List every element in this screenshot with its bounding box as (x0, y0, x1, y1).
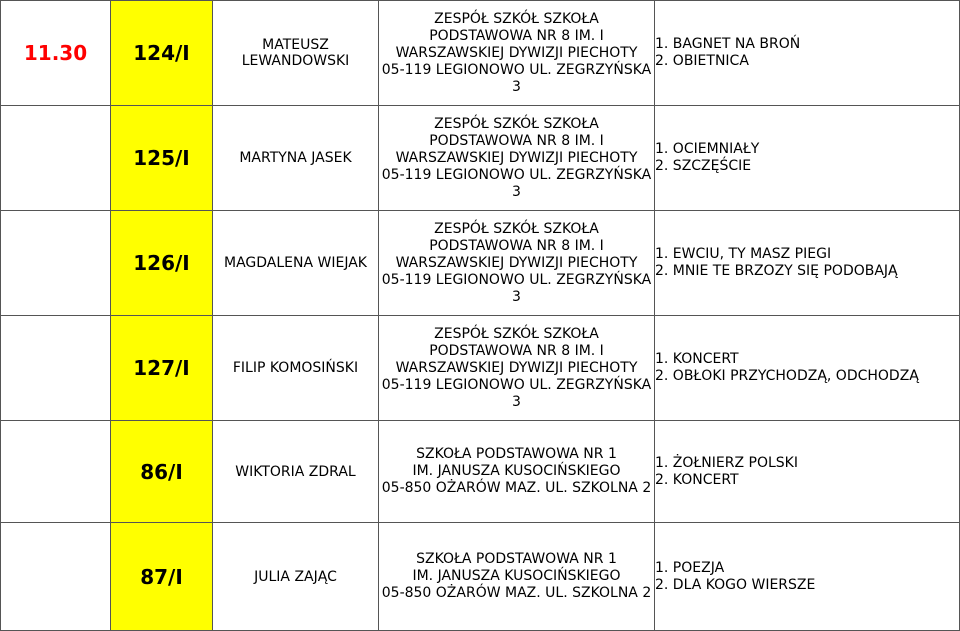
participant-name-cell (213, 1, 379, 106)
school-line: ZESPÓŁ SZKÓŁ SZKOŁA (434, 115, 599, 132)
repertoire (655, 316, 960, 421)
time-slot: 11.30 (23, 41, 88, 65)
school-address (379, 421, 655, 523)
school-line: 3 (512, 393, 521, 410)
participant-code: 87/I (111, 523, 213, 631)
song-title: 1. ŻOŁNIERZ POLSKI (655, 454, 798, 471)
table-row (1, 1, 960, 106)
school-line: SZKOŁA PODSTAWOWA NR 1 (416, 551, 617, 567)
school-line: ZESPÓŁ SZKÓŁ SZKOŁA (434, 10, 599, 27)
participant-name-cell (213, 211, 379, 316)
school-line: WARSZAWSKIEJ DYWIZJI PIECHOTY (395, 149, 638, 166)
time-slot-cell (1, 106, 111, 211)
school-line: 3 (512, 288, 521, 305)
participant-name: WIKTORIA ZDRAL (235, 463, 356, 480)
time-slot-cell (1, 523, 111, 631)
repertoire (655, 1, 960, 106)
participant-name: MATEUSZ LEWANDOWSKI (241, 37, 350, 69)
song-title: 2. OBŁOKI PRZYCHODZĄ, ODCHODZĄ (655, 368, 919, 384)
school-line: 05-119 LEGIONOWO UL. ZEGRZYŃSKA (381, 61, 652, 78)
participant-name: FILIP KOMOSIŃSKI (232, 360, 359, 376)
table-row (1, 211, 960, 316)
participant-name-cell (213, 523, 379, 631)
repertoire (655, 211, 960, 316)
song-title: 1. EWCIU, TY MASZ PIEGI (655, 246, 832, 262)
participant-name-cell (213, 106, 379, 211)
song-title: 2. KONCERT (655, 471, 739, 488)
participant-name: MARTYNA JASEK (239, 150, 352, 166)
song-title: 1. KONCERT (655, 351, 739, 367)
participant-code: 127/I (111, 316, 213, 421)
school-line: IM. JANUSZA KUSOCIŃSKIEGO (412, 568, 621, 584)
participant-code: 124/I (111, 1, 213, 106)
song-title: 2. OBIETNICA (655, 53, 749, 69)
repertoire (655, 421, 960, 523)
school-line: WARSZAWSKIEJ DYWIZJI PIECHOTY (395, 359, 638, 376)
participant-code: 125/I (111, 106, 213, 211)
time-slot-cell (1, 1, 111, 106)
school-line: PODSTAWOWA NR 8 IM. I (429, 27, 604, 44)
school-line: PODSTAWOWA NR 8 IM. I (429, 342, 604, 359)
school-line: PODSTAWOWA NR 8 IM. I (429, 237, 604, 254)
school-line: 05-119 LEGIONOWO UL. ZEGRZYŃSKA (381, 376, 652, 393)
participant-name-cell (213, 421, 379, 523)
time-slot-cell (1, 421, 111, 523)
school-address (379, 316, 655, 421)
school-line: IM. JANUSZA KUSOCIŃSKIEGO (412, 463, 621, 479)
school-line: WARSZAWSKIEJ DYWIZJI PIECHOTY (395, 44, 638, 61)
school-address (379, 523, 655, 631)
school-line: 3 (512, 183, 521, 200)
school-line: 05-119 LEGIONOWO UL. ZEGRZYŃSKA (381, 166, 652, 183)
school-address (379, 211, 655, 316)
song-title: 2. DLA KOGO WIERSZE (655, 576, 816, 593)
school-line: 05-119 LEGIONOWO UL. ZEGRZYŃSKA (381, 271, 652, 288)
participant-code: 126/I (111, 211, 213, 316)
table-row (1, 421, 960, 523)
song-title: 1. POEZJA (655, 559, 725, 576)
participant-name: JULIA ZAJĄC (254, 568, 337, 585)
school-line: SZKOŁA PODSTAWOWA NR 1 (416, 446, 617, 462)
time-slot-cell (1, 316, 111, 421)
school-line: 3 (512, 78, 521, 95)
participant-code: 86/I (111, 421, 213, 523)
table-row (1, 523, 960, 631)
table-row (1, 106, 960, 211)
song-title: 2. MNIE TE BRZOZY SIĘ PODOBAJĄ (655, 263, 898, 279)
school-line: 05-850 OŻARÓW MAZ. UL. SZKOLNA 2 (381, 480, 652, 496)
school-line: PODSTAWOWA NR 8 IM. I (429, 132, 604, 149)
school-line: ZESPÓŁ SZKÓŁ SZKOŁA (434, 220, 599, 237)
participant-name-cell (213, 316, 379, 421)
song-title: 2. SZCZĘŚCIE (655, 158, 752, 174)
repertoire (655, 523, 960, 631)
school-line: WARSZAWSKIEJ DYWIZJI PIECHOTY (395, 254, 638, 271)
school-line: ZESPÓŁ SZKÓŁ SZKOŁA (434, 325, 599, 342)
table-row (1, 316, 960, 421)
repertoire (655, 106, 960, 211)
school-address (379, 1, 655, 106)
school-line: 05-850 OŻARÓW MAZ. UL. SZKOLNA 2 (381, 585, 652, 601)
time-slot-cell (1, 211, 111, 316)
song-title: 1. BAGNET NA BROŃ (655, 36, 801, 52)
song-title: 1. OCIEMNIAŁY (655, 141, 760, 157)
participant-name: MAGDALENA WIEJAK (224, 255, 367, 271)
school-address (379, 106, 655, 211)
